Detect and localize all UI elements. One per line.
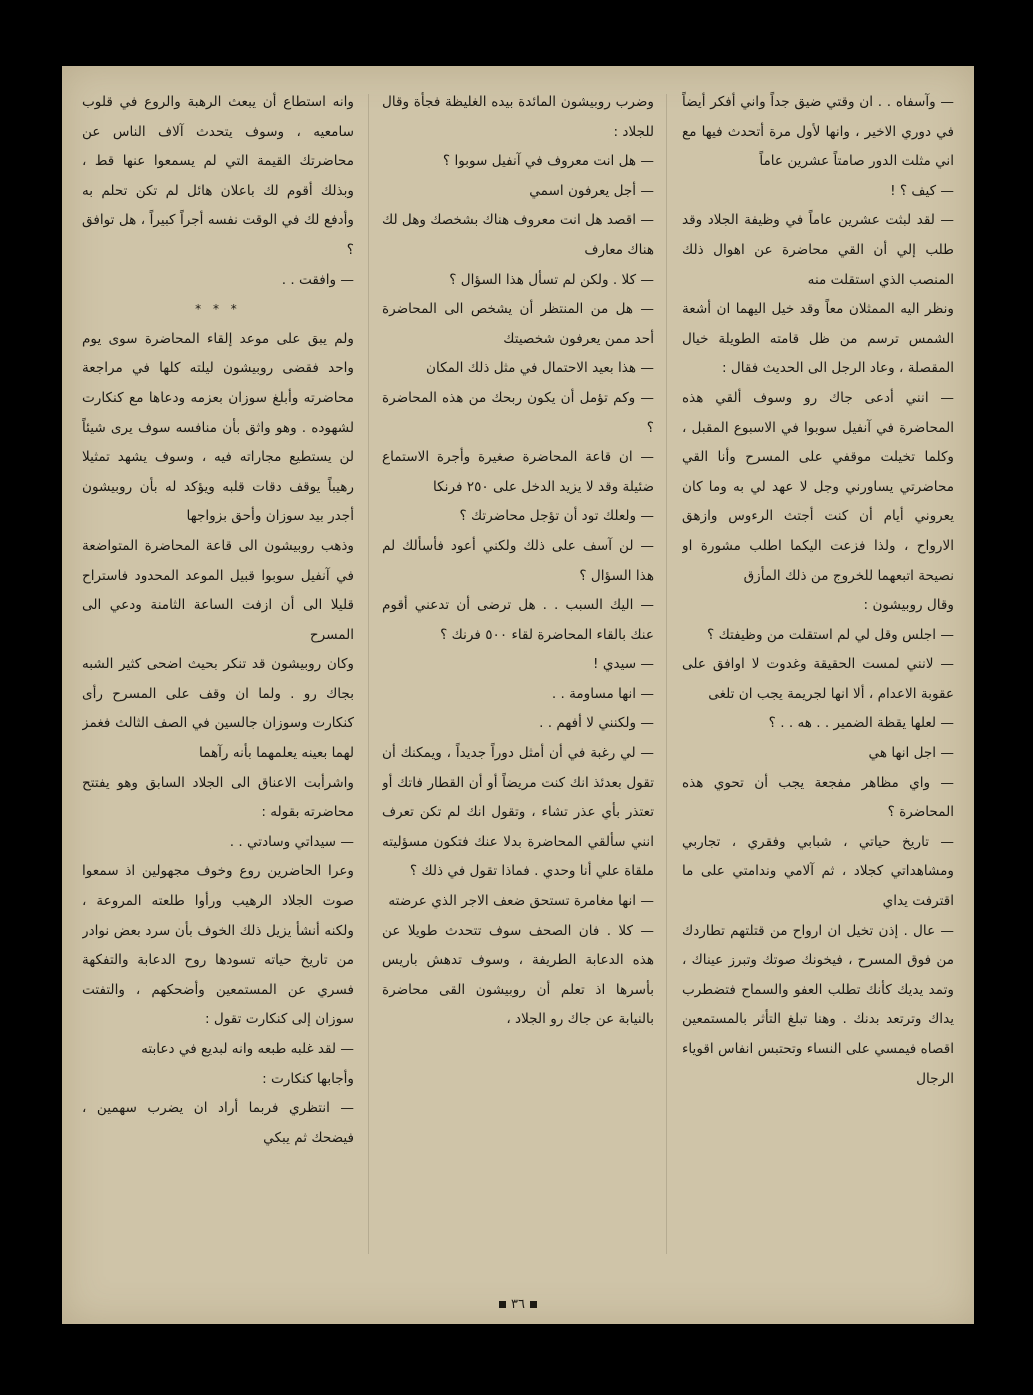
paragraph: — كيف ؟ !: [890, 182, 954, 199]
paragraph: واشرأبت الاعناق الى الجلاد السابق وهو يفتتح محاضرته بقوله :: [82, 774, 354, 821]
paragraph: — اليك السبب . . هل ترضى أن تدعني أقوم عنك بالقاء المحاضرة لقاء ٥٠٠ فرنك ؟: [382, 597, 654, 643]
page-number-mark-right: [530, 1301, 537, 1308]
column-divider-left: [368, 94, 369, 1254]
paragraph: ونظر اليه الممثلان معاً وقد خيل اليهما ان أشعة الشمس ترسم من ظل قامته الطويلة خيال المقصلة ، وعاد الرجل الى الحديث فقال :: [682, 301, 954, 377]
paragraph: — كلا . فان الصحف سوف تتحدث طويلا عن هذه الدعابة الطريفة ، وسوف تدهش باريس بأسرها اذ تعلم أن روبيشون القى محاضرة بالنيابة عن جاك رو الجلاد ،: [382, 922, 654, 1028]
paragraph: — اجلس وقل لي لم استقلت من وظيفتك ؟: [707, 626, 954, 643]
page-number-mark-left: [499, 1301, 506, 1308]
paragraph: — ولكنني لا أفهم . .: [539, 715, 654, 732]
paragraph: — انتظري فربما أراد ان يضرب سهمين ، فيضحك ثم يبكي: [82, 1100, 354, 1146]
paragraph: ولم يبق على موعد إلقاء المحاضرة سوى يوم واحد فقضى روبيشون ليلته كلها في مراجعة محاضرته وأبلغ سوزان بعزمه ودعاها مع كنكارت لشهوده . وهو واثق بأن منافسه سوف يرى شيئاً لن يستطيع مجاراته فيه ، وسوف يشهد تمثيلا رهيباً يوقف دقات قلبه ويؤكد له بأن روبيشون أجدر بيد سوزان وأحق بزواجها: [82, 330, 354, 525]
column-right: [682, 88, 954, 1288]
paragraph: — أجل يعرفون اسمي: [529, 182, 654, 199]
paragraph: — لانني لمست الحقيقة وغدوت لا اوافق على عقوبة الاعدام ، ألا انها لجريمة يجب ان تلغى: [682, 656, 954, 702]
magazine-page: [62, 66, 974, 1324]
paragraph: — لقد غلبه طبعه وانه لبديع في دعابته: [141, 1041, 354, 1057]
paragraph: — اقصد هل انت معروف هناك بشخصك وهل لك هناك معارف: [382, 212, 654, 258]
paragraph: — وآسفاه . . ان وقتي ضيق جداً واني أفكر أيضاً في دوري الاخير ، وانها لأول مرة أتحدث فيها مع اني مثلت الدور صامتاً عشرين عاماً: [682, 94, 954, 170]
paragraph: — لي رغبة في أن أمثل دوراً جديداً ، ويمكنك أن تقول بعدئذ انك كنت مريضاً أو أن القطار فاتك أو تعتذر بأي عذر تشاء ، وتقول انك لم تكن تعرف انني سألقي المحاضرة بدلا عنك فتكون مسؤليته ملقاة علي أنا وحدي . فماذا تقول في ذلك ؟: [382, 745, 654, 880]
column-divider-right: [666, 94, 667, 1254]
column-left: [82, 88, 354, 1288]
paragraph: وأجابها كنكارت :: [262, 1070, 354, 1087]
paragraph: * * *: [195, 302, 241, 317]
paragraph: — سيدي !: [593, 656, 654, 673]
text-columns: [82, 88, 954, 1288]
paragraph: — كلا . ولكن لم تسأل هذا السؤال ؟: [449, 271, 654, 288]
paragraph: وكان روبيشون قد تنكر بحيث اضحى كثير الشبه بجاك رو . ولما ان وقف على المسرح رأى كنكارت وسوزان جالسين في الصف الثالث فغمز لهما بعينه يعلمهما بأنه رآهما: [82, 656, 354, 762]
paragraph: — لعلها يقظة الضمير . . هه . . ؟: [768, 715, 954, 732]
paragraph: — واي مظاهر مفجعة يجب أن تحوي هذه المحاضرة ؟: [682, 774, 954, 821]
paragraph: — انني أدعى جاك رو وسوف ألقي هذه المحاضرة في آنفيل سوبوا في الاسبوع المقبل ، وكلما تخيلت موقفي على المسرح وأنا القي محاضرتي يساورني وجل لا عهد لي به وما كان يعروني أيام أن كنت أجتث الرءوس وازهق الارواح ، ولذا فزعت اليكما اطلب مشورة او نصيحة اتبعهما للخروج من ذلك المأزق: [682, 389, 954, 584]
paragraph: — ان قاعة المحاضرة صغيرة وأجرة الاستماع ضئيلة وقد لا يزيد الدخل على ٢٥٠ فرنكا: [382, 449, 654, 495]
paragraph: وعرا الحاضرين روع وخوف مجهولين اذ سمعوا صوت الجلاد الرهيب ورأوا طلعته المروعة ، ولكنه أنشأ يزيل ذلك الخوف بأن سرد بعض نوادر من تاريخ حياته تسودها روح الدعابة والتفكهة فسري عن المستمعين وأضحكهم ، والتفتت سوزان إلى كنكارت تقول :: [82, 863, 354, 1028]
paragraph: وضرب روبيشون المائدة بيده الغليظة فجأة وقال للجلاد :: [382, 94, 654, 140]
paragraph: — اجل انها هي: [868, 745, 954, 762]
paragraph: — عال . إذن تخيل ان ارواح من قتلتهم تطاردك من فوق المسرح ، فيخونك صوتك وتبرز عيناك ، وتمد يديك كأنك تطلب العفو والسماح فتضطرب يداك وترتعد بدنك . وهنا تبلغ التأثر بالمستمعين اقصاه فيمسي على النساء وتحتبس انفاس اقوياء الرجال: [682, 922, 954, 1087]
paragraph: — وافقت . .: [281, 271, 354, 288]
paragraph: — تاريخ حياتي ، شبابي وفقري ، تجاربي ومشاهداتي كجلاد ، ثم آلامي وندامتي على ما اقترفت يداي: [682, 833, 954, 910]
page-number: [62, 1297, 974, 1312]
paragraph: — هل من المنتظر أن يشخص الى المحاضرة أحد ممن يعرفون شخصيتك: [382, 301, 654, 347]
paragraph: — هذا بعيد الاحتمال في مثل ذلك المكان: [426, 360, 654, 377]
paragraph: وقال روبيشون :: [863, 597, 954, 614]
paragraph: — سيداتي وسادتي . .: [229, 833, 354, 850]
column-middle: [382, 88, 654, 1288]
paragraph: وذهب روبيشون الى قاعة المحاضرة المتواضعة في آنفيل سوبوا قبيل الموعد المحدود فاستراح قليلا الى أن ازفت الساعة الثامنة ودعي الى المسرح: [82, 537, 354, 643]
paragraph: — انها مغامرة تستحق ضعف الاجر الذي عرضته: [388, 893, 654, 910]
paragraph: — لن آسف على ذلك ولكني أعود فأسألك لم هذا السؤال ؟: [382, 537, 654, 584]
paragraph: — لقد لبثت عشرين عاماً في وظيفة الجلاد وقد طلب إلي أن القي محاضرة عن اهوال ذلك المنصب الذي استقلت منه: [682, 212, 954, 288]
paragraph: — انها مساومة . .: [551, 685, 654, 702]
page-number-text: ٣٦: [511, 1297, 525, 1312]
paragraph: — وكم تؤمل أن يكون ربحك من هذه المحاضرة ؟: [382, 389, 654, 436]
paragraph: — هل انت معروف في آنفيل سوبوا ؟: [442, 153, 654, 170]
paragraph: — ولعلك تود أن تؤجل محاضرتك ؟: [459, 508, 654, 525]
paragraph: وانه استطاع أن يبعث الرهبة والروع في قلوب سامعيه ، وسوف يتحدث آلاف الناس عن محاضرتك القيمة التي لم يسمعوا عنها قط ، وبذلك أقوم لك باعلان هائل لم تكن تحلم به وأدفع لك في الوقت نفسه أجراً كبيراً ، هل توافق ؟: [82, 94, 354, 258]
